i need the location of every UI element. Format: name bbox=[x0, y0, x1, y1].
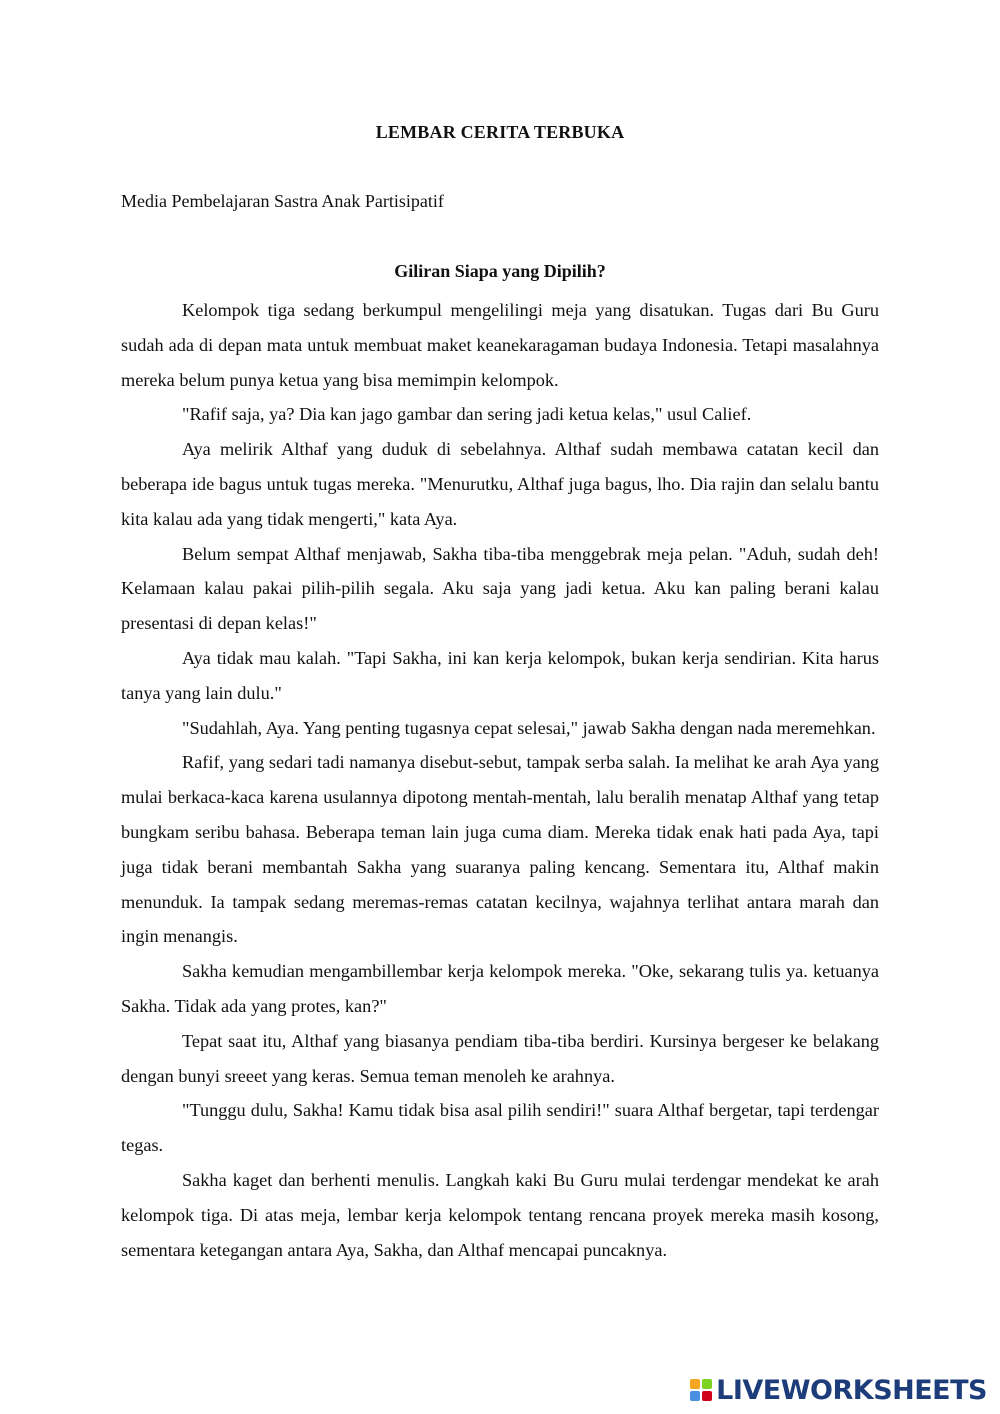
logo-square-icon bbox=[690, 1379, 700, 1389]
story-paragraph: Aya melirik Althaf yang duduk di sebelahnya. Althaf sudah membawa catatan kecil dan beberapa ide bagus untuk tugas mereka. "Menurutku, Althaf juga bagus, lho. Dia rajin dan selalu bantu kita kalau ada yang tidak mengerti," kata Aya. bbox=[121, 439, 879, 529]
logo-square-icon bbox=[690, 1391, 700, 1401]
logo-square-icon bbox=[702, 1391, 712, 1401]
story-paragraph: "Rafif saja, ya? Dia kan jago gambar dan sering jadi ketua kelas," usul Calief. bbox=[182, 404, 752, 425]
story-body bbox=[121, 293, 879, 1267]
logo-text: LIVEWORKSHEETS bbox=[716, 1374, 987, 1406]
liveworksheets-logo-icon bbox=[690, 1379, 712, 1401]
story-paragraph: "Sudahlah, Aya. Yang penting tugasnya cepat selesai," jawab Sakha dengan nada meremehkan. bbox=[182, 717, 876, 738]
story-paragraph: Kelompok tiga sedang berkumpul mengelilingi meja yang disatukan. Tugas dari Bu Guru sudah ada di depan mata untuk membuat maket keanekaragaman budaya Indonesia. Tetapi masalahnya mereka belum punya ketua yang bisa memimpin kelompok. bbox=[121, 300, 879, 390]
story-paragraph: Tepat saat itu, Althaf yang biasanya pendiam tiba-tiba berdiri. Kursinya bergeser ke belakang dengan bunyi sreeet yang keras. Semua teman menoleh ke arahnya. bbox=[121, 1030, 879, 1086]
story-paragraph: Sakha kemudian mengambillembar kerja kelompok mereka. "Oke, sekarang tulis ya. ketuanya Sakha. Tidak ada yang protes, kan?" bbox=[121, 961, 879, 1016]
story-paragraph: Aya tidak mau kalah. "Tapi Sakha, ini kan kerja kelompok, bukan kerja sendirian. Kita harus tanya yang lain dulu." bbox=[121, 647, 879, 703]
story-paragraph: Belum sempat Althaf menjawab, Sakha tiba-tiba menggebrak meja pelan. "Aduh, sudah deh! Kelamaan kalau pakai pilih-pilih segala. Aku saja yang jadi ketua. Aku kan paling berani kalau presentasi di depan kelas!" bbox=[121, 543, 879, 634]
document-title: LEMBAR CERITA TERBUKA bbox=[375, 122, 625, 142]
document-subtitle: Media Pembelajaran Sastra Anak Partisipatif bbox=[121, 191, 444, 211]
story-title: Giliran Siapa yang Dipilih? bbox=[394, 261, 606, 281]
story-paragraph: "Tunggu dulu, Sakha! Kamu tidak bisa asal pilih sendiri!" suara Althaf bergetar, tapi terdengar tegas. bbox=[121, 1100, 879, 1156]
logo-square-icon bbox=[702, 1379, 712, 1389]
story-paragraph: Sakha kaget dan berhenti menulis. Langkah kaki Bu Guru mulai terdengar mendekat ke arah kelompok tiga. Di atas meja, lembar kerja kelompok tentang rencana proyek mereka masih kosong, sementara ketegangan antara Aya, Sakha, dan Althaf mencapai puncaknya. bbox=[121, 1169, 879, 1260]
liveworksheets-logo bbox=[690, 1372, 987, 1408]
story-paragraph: Rafif, yang sedari tadi namanya disebut-sebut, tampak serba salah. Ia melihat ke arah Aya yang mulai berkaca-kaca karena usulannya dipotong mentah-mentah, lalu beralih menatap Althaf yang tetap bungkam seribu bahasa. Beberapa teman lain juga cuma diam. Mereka tidak enak hati pada Aya, tapi juga tidak berani membantah Sakha yang suaranya paling kencang. Sementara itu, Althaf makin menunduk. Ia tampak sedang meremas-remas catatan kecilnya, wajahnya terlihat antara marah dan ingin menangis. bbox=[121, 752, 879, 947]
